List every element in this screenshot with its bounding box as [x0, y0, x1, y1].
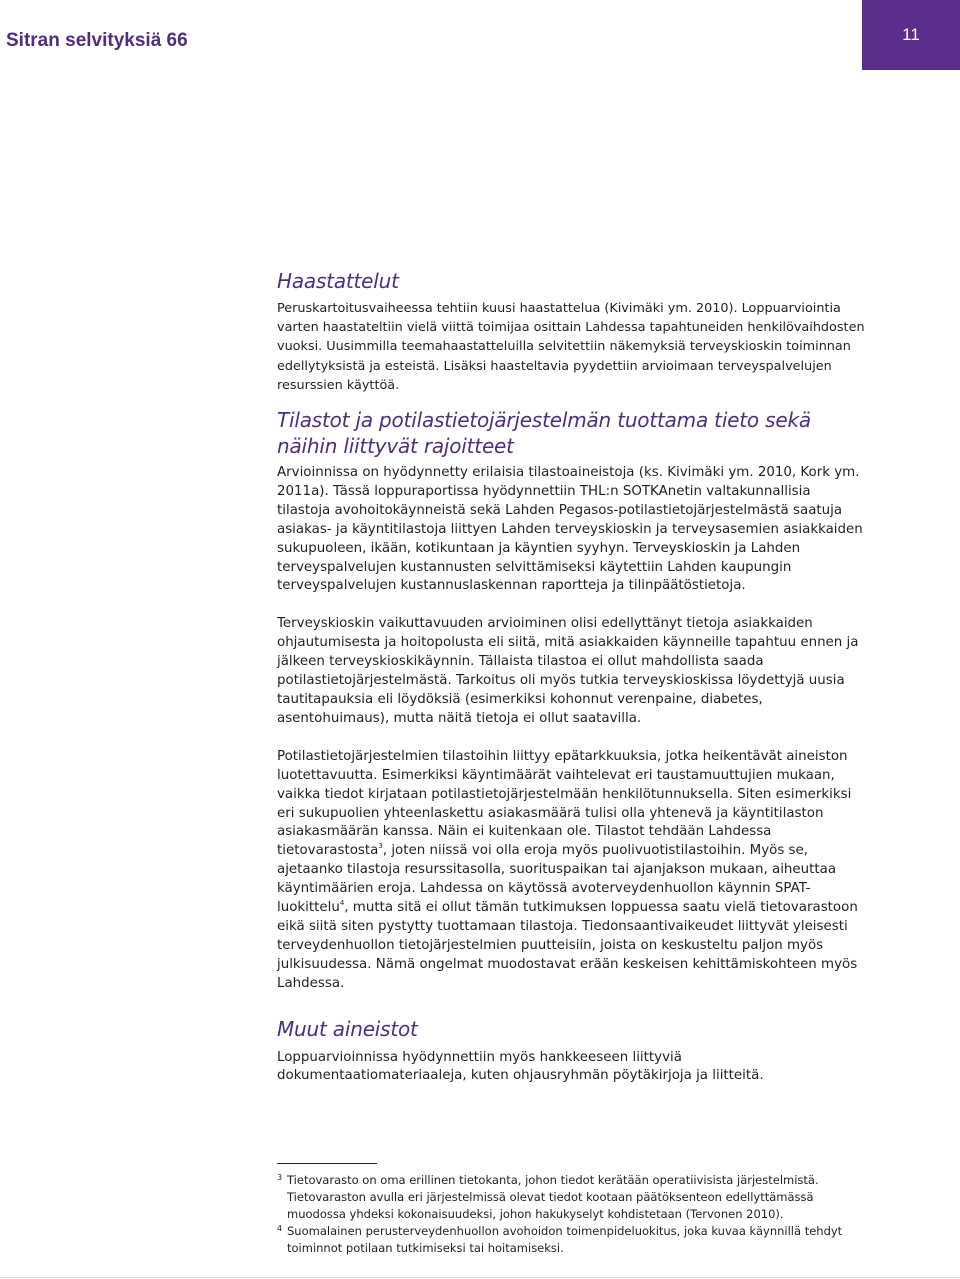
footnote-3 — [277, 1172, 867, 1223]
paragraph-text: , joten niissä voi olla eroja myös puolivuotistilastoihin. Myös se, ajetaanko tilastoja resurssitasolla, suorituspaikan tai ajanjakson mukaan, aiheuttaa käyntimäärien eroja. Lahdessa on käytössä avoterveydenhuollon käynnin SPAT-luokittelu — [277, 843, 837, 916]
section-other-materials — [277, 1016, 867, 1087]
section-heading: Muut aineistot — [277, 1016, 418, 1041]
footnote-ref-3[interactable]: 3 — [378, 842, 383, 851]
paragraph: Terveyskioskin vaikuttavuuden arvioiminen olisi edellyttänyt tietoja asiakkaiden ohjautumisesta ja hoitopolusta eli siitä, mitä asiakkaiden käynneille tapahtuu ennen ja jälkeen terveyskioskikäynnin. Tällaista tilastoa ei ollut mahdollista saada potilastietojärjestelmästä. Tarkoitus oli myös tutkia terveyskioskissa löydettyjä uusia tautitapauksia eli löydöksiä (esimerkiksi kohonnut verenpaine, diabetes, asentohuimaus), mutta näitä tietoja ei ollut saatavilla. — [277, 616, 859, 726]
paragraph-text: , mutta sitä ei ollut tämän tutkimuksen loppuessa saatu vielä tietovarastoon eikä siitä siten pystytty tuottamaan tilastoja. Tiedonsaantivaikeudet liittyvät yleisesti terveydenhuollon tietojärjestelmien puutteisiin, joista on keskusteltu paljon myös julkisuudessa. Nämä ongelmat muodostavat erään keskeisen kehittämiskohteen myös Lahdessa. — [277, 900, 858, 991]
footnote-number: 3 — [277, 1173, 283, 1182]
page-number-badge — [862, 0, 960, 70]
paragraph-text: Potilastietojärjestelmien tilastoihin liittyy epätarkkuuksia, jotka heikentävät aineiston luotettavuutta. Esimerkiksi käyntimäärät vaihtelevat eri taustamuuttujien mukaan, vaikka tiedot kirjataan potilastietojärjestelmään henkilötunnuksella. Siten esimerkiksi eri sukupuolien yhteenlaskettu asiakasmäärä tulisi olla yhtenevä ja käyntitilaston asiakasmäärän kanssa. Näin ei kuitenkaan ole. Tilastot tehdään Lahdessa tietovarastosta — [277, 748, 852, 859]
main-content — [277, 268, 867, 1086]
footnote-separator — [277, 1163, 377, 1164]
footnote-4 — [277, 1223, 867, 1257]
footnote-ref-4[interactable]: 4 — [339, 899, 345, 908]
paragraph: Peruskartoitusvaiheessa tehtiin kuusi haastattelua (Kivimäki ym. 2010). Loppuarviointia varten haastateltiin vielä viittä toimijaa osittain Lahdessa tapahtuneiden henkilövaihdosten vuoksi. Uusimmilla teemahaastatteluilla selvitettiin näkemyksiä terveyskioskin toiminnan edellytyksistä ja esteistä. Lisäksi haasteltavia pyydettiin arvioimaan terveyspalvelujen resurssien käyttöä. — [277, 301, 865, 393]
section-heading: Haastattelut — [277, 269, 399, 293]
page-number: 11 — [902, 25, 920, 44]
publication-title: Sitran selvityksiä 66 — [6, 30, 188, 51]
section-statistics — [277, 407, 867, 994]
paragraph: Arvioinnissa on hyödynnetty erilaisia tilastoaineistoja (ks. Kivimäki ym. 2010, Kork ym. 2011a). Tässä loppuraportissa hyödynnettiin THL:n SOTKAnetin valtakunnallisia tilastoja avohoitokäynneistä sekä Lahden Pegasos-potilastietojärjestelmästä saatuja asiakas- ja käyntitilastoja liittyen Lahden terveyskioskin ja terveysasemien asiakkaiden sukupuoleen, ikään, kotikuntaan ja käyntien syyhyn. Terveyskioskin ja Lahden terveyspalvelujen kustannusten selvittämiseksi käytettiin Lahden kaupungin terveyspalvelujen kustannuslaskennan raportteja ja tilinpäätöstietoja. — [277, 465, 863, 594]
section-interviews — [277, 268, 867, 395]
paragraph — [277, 748, 867, 994]
section-heading: Tilastot ja potilastietojärjestelmän tuottama tieto sekä näihin liittyvät rajoitteet — [277, 408, 811, 459]
page-bottom-divider — [0, 1277, 960, 1278]
footnote-number: 4 — [277, 1224, 283, 1233]
paragraph: Loppuarvioinnissa hyödynnettiin myös hankkeeseen liittyviä dokumentaatiomateriaaleja, kuten ohjausryhmän pöytäkirjoja ja liitteitä. — [277, 1049, 764, 1084]
footnote-text: Suomalainen perusterveydenhuollon avohoidon toimenpideluokitus, joka kuvaa käynnillä tehdyt toiminnot potilaan tutkimiseksi tai hoitamiseksi. — [287, 1224, 843, 1255]
footnote-text: Tietovarasto on oma erillinen tietokanta, johon tiedot kerätään operatiivisista järjestelmistä. Tietovaraston avulla eri järjestelmissä olevat tiedot kootaan päätöksenteon edellyttämässä muodossa yhdeksi kokonaisuudeksi, johon hakukyselyt kohdistetaan (Tervonen 2010). — [287, 1173, 819, 1221]
footnotes — [277, 1172, 867, 1257]
